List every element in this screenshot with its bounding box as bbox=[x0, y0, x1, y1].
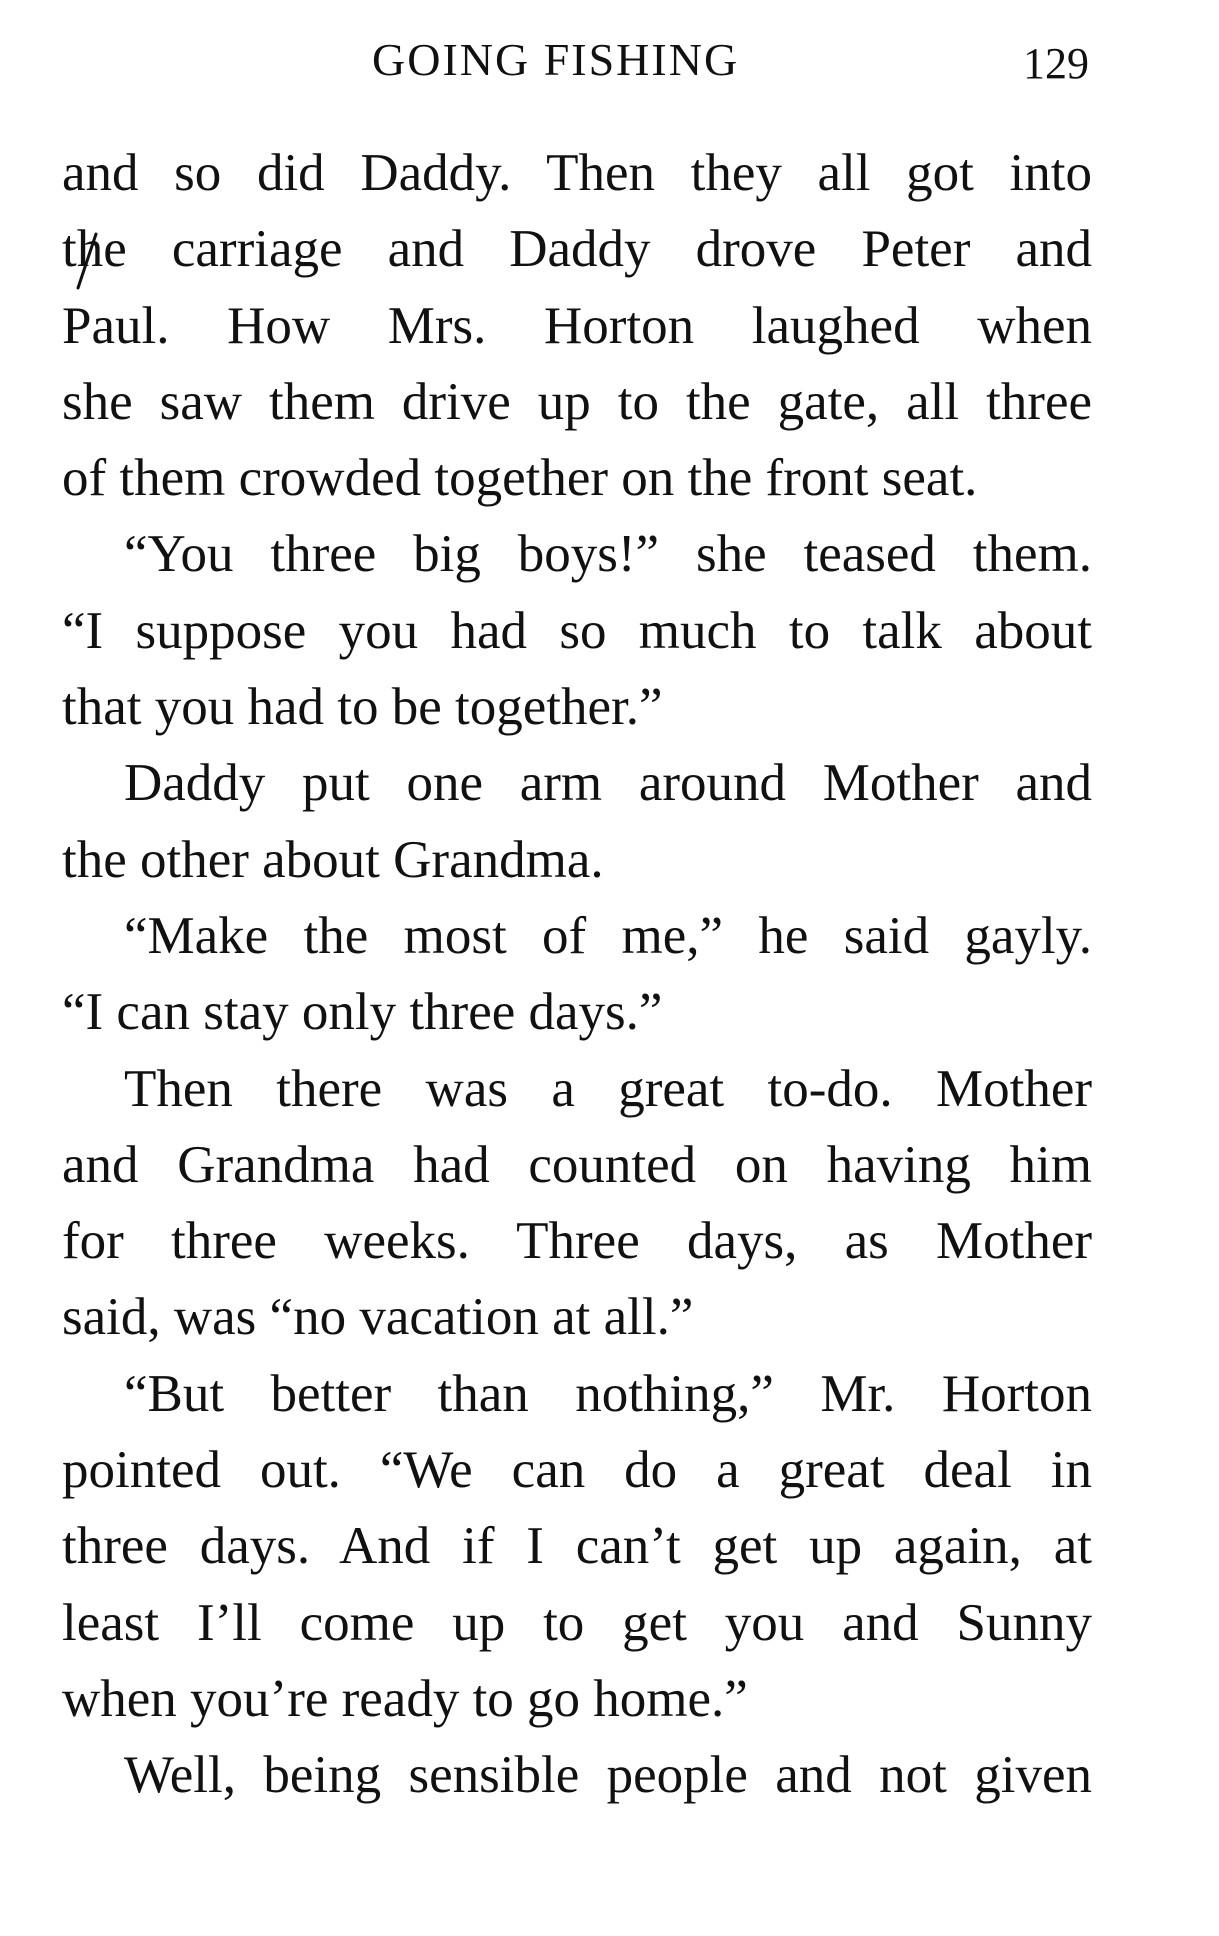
text-line: “I suppose you had so much to talk about bbox=[62, 601, 1092, 660]
text-line: for three weeks. Three days, as Mother bbox=[62, 1212, 1092, 1271]
text-line: “I can stay only three days.” bbox=[62, 983, 663, 1042]
text-line: the other about Grandma. bbox=[62, 830, 604, 889]
text-line: pointed out. “We can do a great deal in bbox=[62, 1441, 1092, 1500]
page-number: 129 bbox=[1023, 39, 1089, 88]
chapter-title: GOING FISHING bbox=[372, 34, 740, 85]
text-line: of them crowded together on the front seat. bbox=[62, 449, 978, 508]
running-head bbox=[0, 30, 1219, 90]
text-line: Daddy put one arm around Mother and bbox=[124, 754, 1092, 813]
text-line: Well, being sensible people and not given bbox=[124, 1746, 1092, 1805]
text-line: three days. And if I can’t get up again, at bbox=[62, 1517, 1092, 1576]
text-line: the carriage and Daddy drove Peter and bbox=[62, 220, 1092, 279]
body-text bbox=[62, 135, 1092, 1814]
text-line: and Grandma had counted on having him bbox=[62, 1135, 1092, 1194]
text-line: “But better than nothing,” Mr. Horton bbox=[124, 1364, 1092, 1423]
text-line: said, was “no vacation at all.” bbox=[62, 1288, 694, 1347]
text-line: she saw them drive up to the gate, all three bbox=[62, 372, 1092, 431]
text-line: Paul. How Mrs. Horton laughed when bbox=[62, 296, 1092, 355]
text-line: that you had to be together.” bbox=[62, 678, 663, 737]
text-line: when you’re ready to go home.” bbox=[62, 1669, 748, 1728]
text-line: least I’ll come up to get you and Sunny bbox=[62, 1593, 1092, 1652]
text-line: “Make the most of me,” he said gayly. bbox=[124, 906, 1092, 965]
text-line: and so did Daddy. Then they all got into bbox=[62, 144, 1092, 202]
text-line: Then there was a great to-do. Mother bbox=[124, 1059, 1092, 1118]
text-line: “You three big boys!” she teased them. bbox=[124, 525, 1092, 584]
